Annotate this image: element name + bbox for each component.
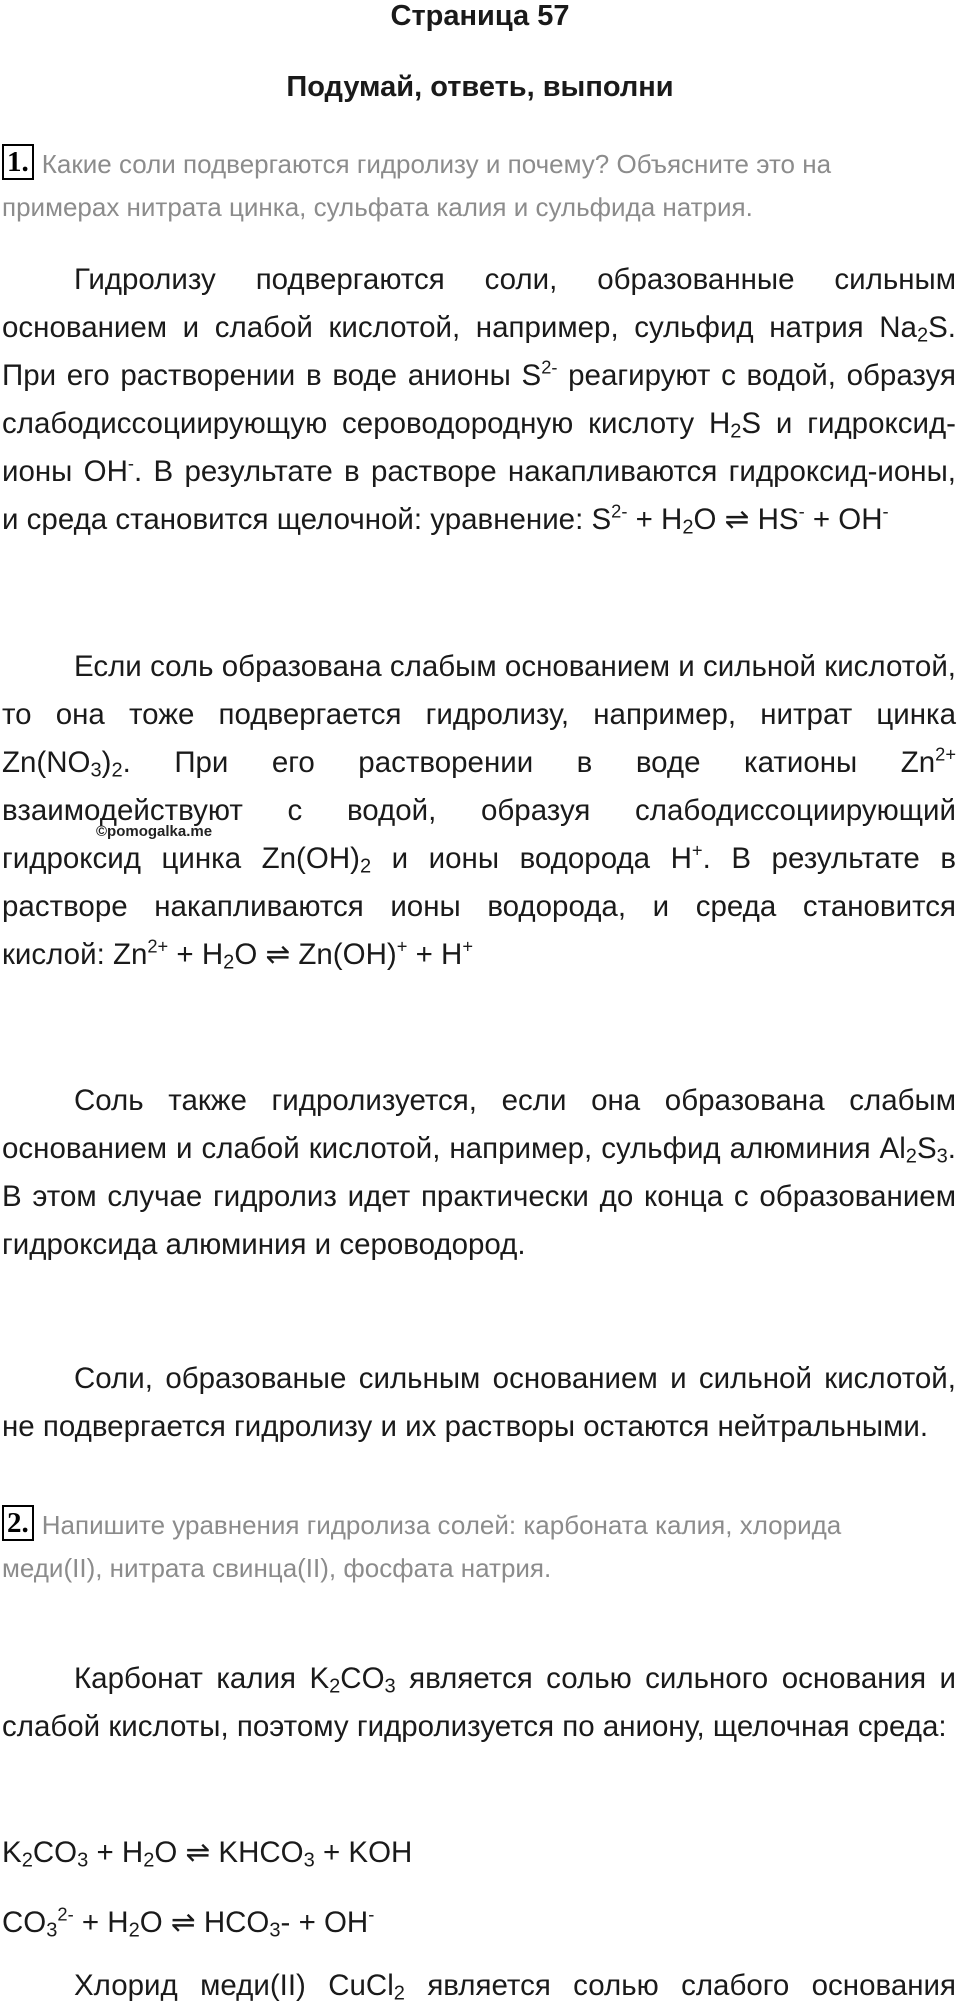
task-2-question-block bbox=[2, 1504, 922, 1590]
task-2-question: Напишите уравнения гидролиза солей: карбоната калия, хлорида меди(II), нитрата свинца(II), фосфата натрия. bbox=[2, 1510, 842, 1583]
text-run: . В этом случае гидролиз идет практически до конца с образованием гидроксида алюминия и сероводород. bbox=[2, 1132, 956, 1261]
subscript: 2 bbox=[905, 1145, 917, 1168]
subscript: 3 bbox=[384, 1675, 396, 1698]
subscript: 2 bbox=[143, 1849, 155, 1872]
answer-1-paragraph-3 bbox=[2, 1077, 956, 1269]
text-run: K bbox=[2, 1836, 22, 1869]
watermark: ©pomogalka.me bbox=[96, 823, 213, 840]
superscript: + bbox=[462, 935, 474, 957]
text-run: + KOH bbox=[314, 1836, 413, 1869]
subscript: 2 bbox=[359, 855, 372, 878]
text-run: является солью слабого основания bbox=[404, 1969, 956, 2002]
superscript: - bbox=[127, 452, 135, 474]
task-2-number: 2. bbox=[2, 1505, 34, 1541]
subscript: 3 bbox=[936, 1145, 948, 1168]
text-run: O ⇌ Zn(OH) bbox=[234, 938, 397, 971]
superscript: 2+ bbox=[935, 743, 956, 765]
subscript: 3 bbox=[303, 1849, 315, 1872]
subscript: 3 bbox=[90, 759, 102, 782]
superscript: 2- bbox=[541, 356, 558, 378]
subscript: 2 bbox=[21, 1849, 33, 1872]
text-run: CO bbox=[2, 1906, 47, 1939]
text-run: . В результате в растворе накапливаются ионы водорода, и среда становится кислой: Zn bbox=[2, 842, 957, 971]
superscript: 2+ bbox=[147, 935, 169, 957]
section-title: Подумай, ответь, выполни bbox=[286, 71, 674, 103]
superscript: - bbox=[798, 500, 805, 522]
task-1-question-block bbox=[2, 143, 922, 229]
text-run: и ионы водорода H bbox=[371, 842, 692, 875]
superscript: 2- bbox=[57, 1903, 74, 1925]
subscript: 3 bbox=[269, 1919, 281, 1942]
subscript: 2 bbox=[393, 1982, 405, 2005]
text-run: ) bbox=[101, 746, 112, 779]
text-run: Карбонат калия K bbox=[74, 1662, 330, 1695]
page-title: Страница 57 bbox=[390, 0, 570, 32]
text-run: Хлорид меди(II) CuCl bbox=[74, 1969, 394, 2002]
text-run: + H bbox=[168, 938, 224, 971]
text-run: Гидролизу подвергаются соли, образованные сильным основанием и слабой кислотой, например, сульфид натрия Na bbox=[2, 263, 956, 344]
text-run: + H bbox=[73, 1906, 129, 1939]
equation-1 bbox=[2, 1829, 956, 1877]
subscript: 2 bbox=[329, 1675, 341, 1698]
answer-1-paragraph-2 bbox=[2, 643, 956, 979]
task-1-number: 1. bbox=[2, 144, 34, 180]
superscript: + bbox=[396, 935, 408, 957]
text-run: O ⇌ HS bbox=[693, 503, 799, 536]
superscript: - bbox=[368, 1903, 375, 1925]
text-run: + OH bbox=[804, 503, 883, 536]
subscript: 2 bbox=[223, 951, 235, 974]
text-run: является солью сильного основания и слабой кислоты, поэтому гидролизуется по аниону, щелочная среда: bbox=[2, 1662, 956, 1743]
equation-2 bbox=[2, 1899, 956, 1947]
subscript: 3 bbox=[77, 1849, 89, 1872]
text-run: . В результате в растворе накапливаются гидроксид-ионы, и среда становится щелочной: уравнение: S bbox=[2, 455, 956, 536]
answer-1-paragraph-4: Соли, образованые сильным основанием и сильной кислотой, не подвергается гидролизу и их растворы остаются нейтральными. bbox=[2, 1362, 956, 1443]
text-run: O ⇌ HCO bbox=[139, 1906, 270, 1939]
text-run: S. При его растворении в воде анионы S bbox=[2, 311, 956, 392]
text-run: CO bbox=[340, 1662, 385, 1695]
text-run: + H bbox=[407, 938, 463, 971]
text-run: S bbox=[916, 1132, 937, 1165]
text-run: CO bbox=[32, 1836, 78, 1869]
text-run: - + OH bbox=[280, 1906, 369, 1939]
subscript: 2 bbox=[682, 516, 694, 539]
text-run: Соль также гидролизуется, если она образована слабым основанием и слабой кислотой, например, сульфид алюминия Al bbox=[2, 1084, 956, 1165]
text-run: + H bbox=[88, 1836, 144, 1869]
superscript: 2- bbox=[611, 500, 628, 522]
text-run: Если соль образована слабым основанием и сильной кислотой, то она тоже подвергается гидролизу, например, нитрат цинка Zn(NO bbox=[2, 650, 956, 779]
text-run: O ⇌ KHCO bbox=[154, 1836, 304, 1869]
text-run: . При его растворении в воде катионы Zn bbox=[122, 746, 936, 779]
answer-2-paragraph-1 bbox=[2, 1655, 956, 1751]
subscript: 2 bbox=[916, 324, 929, 347]
text-run: S и гидроксид-ионы OH bbox=[2, 407, 956, 488]
subscript: 2 bbox=[730, 420, 742, 443]
task-1-question: Какие соли подвергаются гидролизу и почему? Объясните это на примерах нитрата цинка, сульфата калия и сульфида натрия. bbox=[2, 149, 832, 222]
superscript: - bbox=[882, 500, 889, 522]
subscript: 2 bbox=[111, 759, 123, 782]
subscript: 2 bbox=[128, 1919, 140, 1942]
text-run: взаимодействуют с водой, образуя слабодиссоциирующий гидроксид цинка Zn(OH) bbox=[2, 794, 956, 875]
subscript: 3 bbox=[46, 1919, 58, 1942]
text-run: реагируют с водой, образуя слабодиссоциирующую сероводородную кислоту H bbox=[2, 359, 956, 440]
text-run: + H bbox=[627, 503, 683, 536]
answer-2-paragraph-2 bbox=[2, 1962, 956, 2010]
answer-1-paragraph-1 bbox=[2, 256, 956, 544]
superscript: + bbox=[691, 839, 703, 861]
